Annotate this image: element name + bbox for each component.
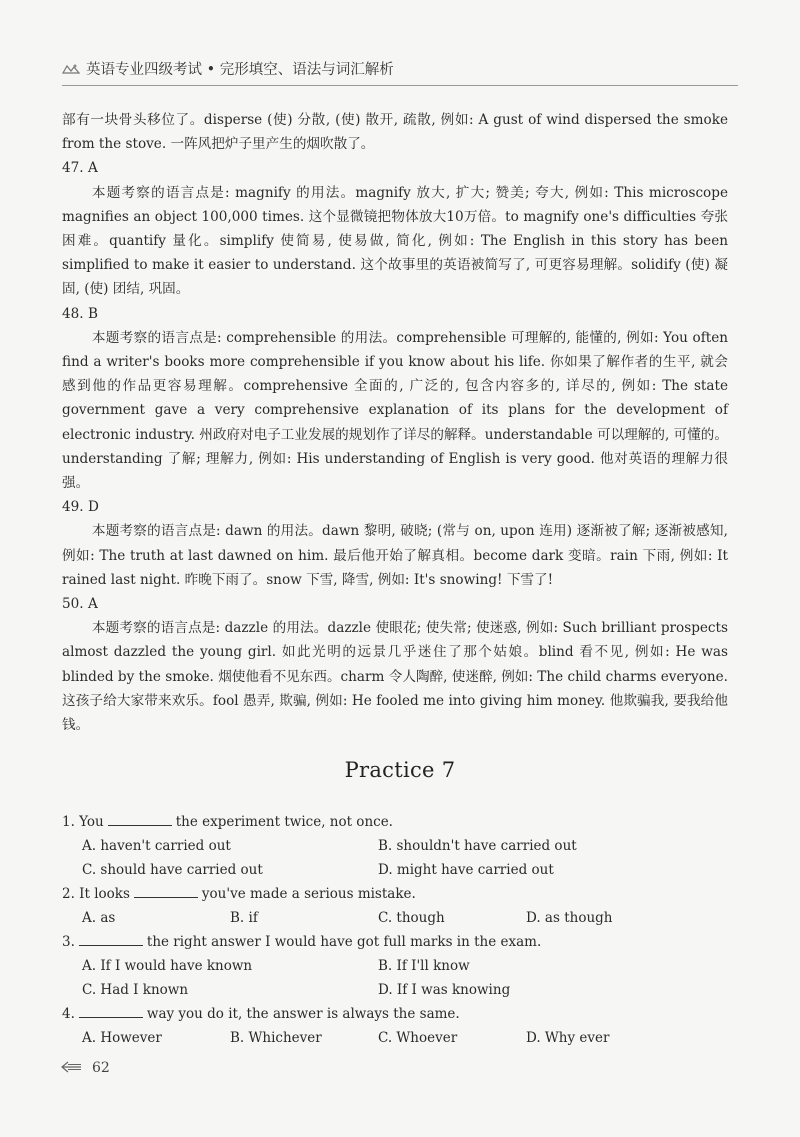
running-header bbox=[62, 60, 738, 86]
explanation-paragraph: 本题考察的语言点是: comprehensible 的用法。comprehensible 可理解的, 能懂的, 例如: You often find a writer's books more comprehensible if you know about his life. 你如果了解作者的生平, 就会感到他的作品更容易理解。comprehensive 全面的, 广泛的, 包含内容多的, 详尽的, 例如: The state government gave a very comprehensive explanation of its plans for the development of electronic industry. 州政府对电子工业发展的规划作了详尽的解释。understandable 可以理解的, 可懂的。understanding 了解; 理解力, 例如: His understanding of English is very good. 他对英语的理解力很强。 bbox=[62, 329, 728, 492]
option: D. might have carried out bbox=[378, 862, 554, 878]
question-stem bbox=[62, 810, 738, 834]
answer-blank bbox=[108, 812, 172, 826]
option: A. haven't carried out bbox=[82, 838, 231, 854]
option: D. as though bbox=[526, 910, 613, 926]
section-title: Practice 7 bbox=[344, 758, 456, 782]
question-stem bbox=[62, 1002, 738, 1026]
question-lead: 2. It looks bbox=[62, 886, 130, 902]
answer-blank bbox=[79, 1004, 143, 1018]
practice-questions bbox=[62, 810, 738, 1050]
header-title: 英语专业四级考试 • 完形填空、语法与词汇解析 bbox=[86, 62, 394, 78]
answer-number: 48. B bbox=[62, 305, 98, 322]
explanation-paragraph: 部有一块骨头移位了。disperse (使) 分散, (使) 散开, 疏散, 例如: A gust of wind dispersed the smoke from the stove. 一阵风把炉子里产生的烟吹散了。 bbox=[62, 112, 728, 153]
option: B. shouldn't have carried out bbox=[378, 838, 577, 854]
options-group bbox=[62, 906, 738, 930]
option: C. Whoever bbox=[378, 1030, 458, 1046]
question-lead: 3. bbox=[62, 934, 75, 950]
options-group bbox=[62, 1026, 738, 1050]
options-group bbox=[62, 954, 738, 1002]
explanation-paragraph: 本题考察的语言点是: dazzle 的用法。dazzle 使眼花; 使失常; 使迷惑, 例如: Such brilliant prospects almost dazzled the young girl. 如此光明的远景几乎迷住了那个姑娘。blind 看不见, 例如: He was blinded by the smoke. 烟使他看不见东西。charm 令人陶醉, 使迷醉, 例如: The child charms everyone. 这孩子给大家带来欢乐。fool 愚弄, 欺骗, 例如: He fooled me into giving him money. 他欺骗我, 要我给他钱。 bbox=[62, 620, 728, 734]
option: B. If I'll know bbox=[378, 958, 470, 974]
question-stem bbox=[62, 882, 738, 906]
option: A. If I would have known bbox=[82, 958, 253, 974]
option: C. though bbox=[378, 910, 445, 926]
question-stem bbox=[62, 930, 738, 954]
option: A. However bbox=[82, 1030, 162, 1046]
explanation-paragraph: 本题考察的语言点是: magnify 的用法。magnify 放大, 扩大; 赞美; 夸大, 例如: This microscope magnifies an object 100,000 times. 这个显微镜把物体放大10万倍。to magnify one's difficulties 夸张困难。quantify 量化。simplify 使简易, 使易做, 简化, 例如: The English in this story has been simplified to make it easier to understand. 这个故事里的英语被简写了, 可更容易理解。solidify (使) 凝固, (使) 团结, 巩固。 bbox=[62, 184, 728, 298]
answer-explanations bbox=[62, 108, 728, 737]
answer-blank bbox=[79, 932, 143, 946]
question-tail: way you do it, the answer is always the same. bbox=[146, 1006, 460, 1022]
answer-number: 49. D bbox=[62, 499, 99, 516]
option: D. If I was knowing bbox=[378, 982, 511, 998]
page-number: 62 bbox=[92, 1060, 110, 1076]
question-lead: 4. bbox=[62, 1006, 75, 1022]
question-tail: the right answer I would have got full marks in the exam. bbox=[146, 934, 542, 950]
option: B. if bbox=[230, 910, 258, 926]
book-logo-icon bbox=[62, 63, 80, 75]
option: D. Why ever bbox=[526, 1030, 610, 1046]
answer-number: 47. A bbox=[62, 160, 98, 177]
question-tail: the experiment twice, not once. bbox=[175, 814, 393, 830]
option: C. should have carried out bbox=[82, 862, 263, 878]
options-group bbox=[62, 834, 738, 882]
question-tail: you've made a serious mistake. bbox=[201, 886, 416, 902]
option: C. Had I known bbox=[82, 982, 189, 998]
back-arrow-icon bbox=[60, 1061, 82, 1077]
page-footer bbox=[60, 1060, 110, 1077]
explanation-paragraph: 本题考察的语言点是: dawn 的用法。dawn 黎明, 破晓; (常与 on, upon 连用) 逐渐被了解; 逐渐被感知, 例如: The truth at last dawned on him. 最后他开始了解真相。become dark 变暗。rain 下雨, 例如: It rained last night. 昨晚下雨了。snow 下雪, 降雪, 例如: It's snowing! 下雪了! bbox=[62, 523, 728, 588]
answer-number: 50. A bbox=[62, 596, 98, 613]
question-lead: 1. You bbox=[62, 814, 104, 830]
option: B. Whichever bbox=[230, 1030, 322, 1046]
option: A. as bbox=[82, 910, 116, 926]
answer-blank bbox=[134, 884, 198, 898]
